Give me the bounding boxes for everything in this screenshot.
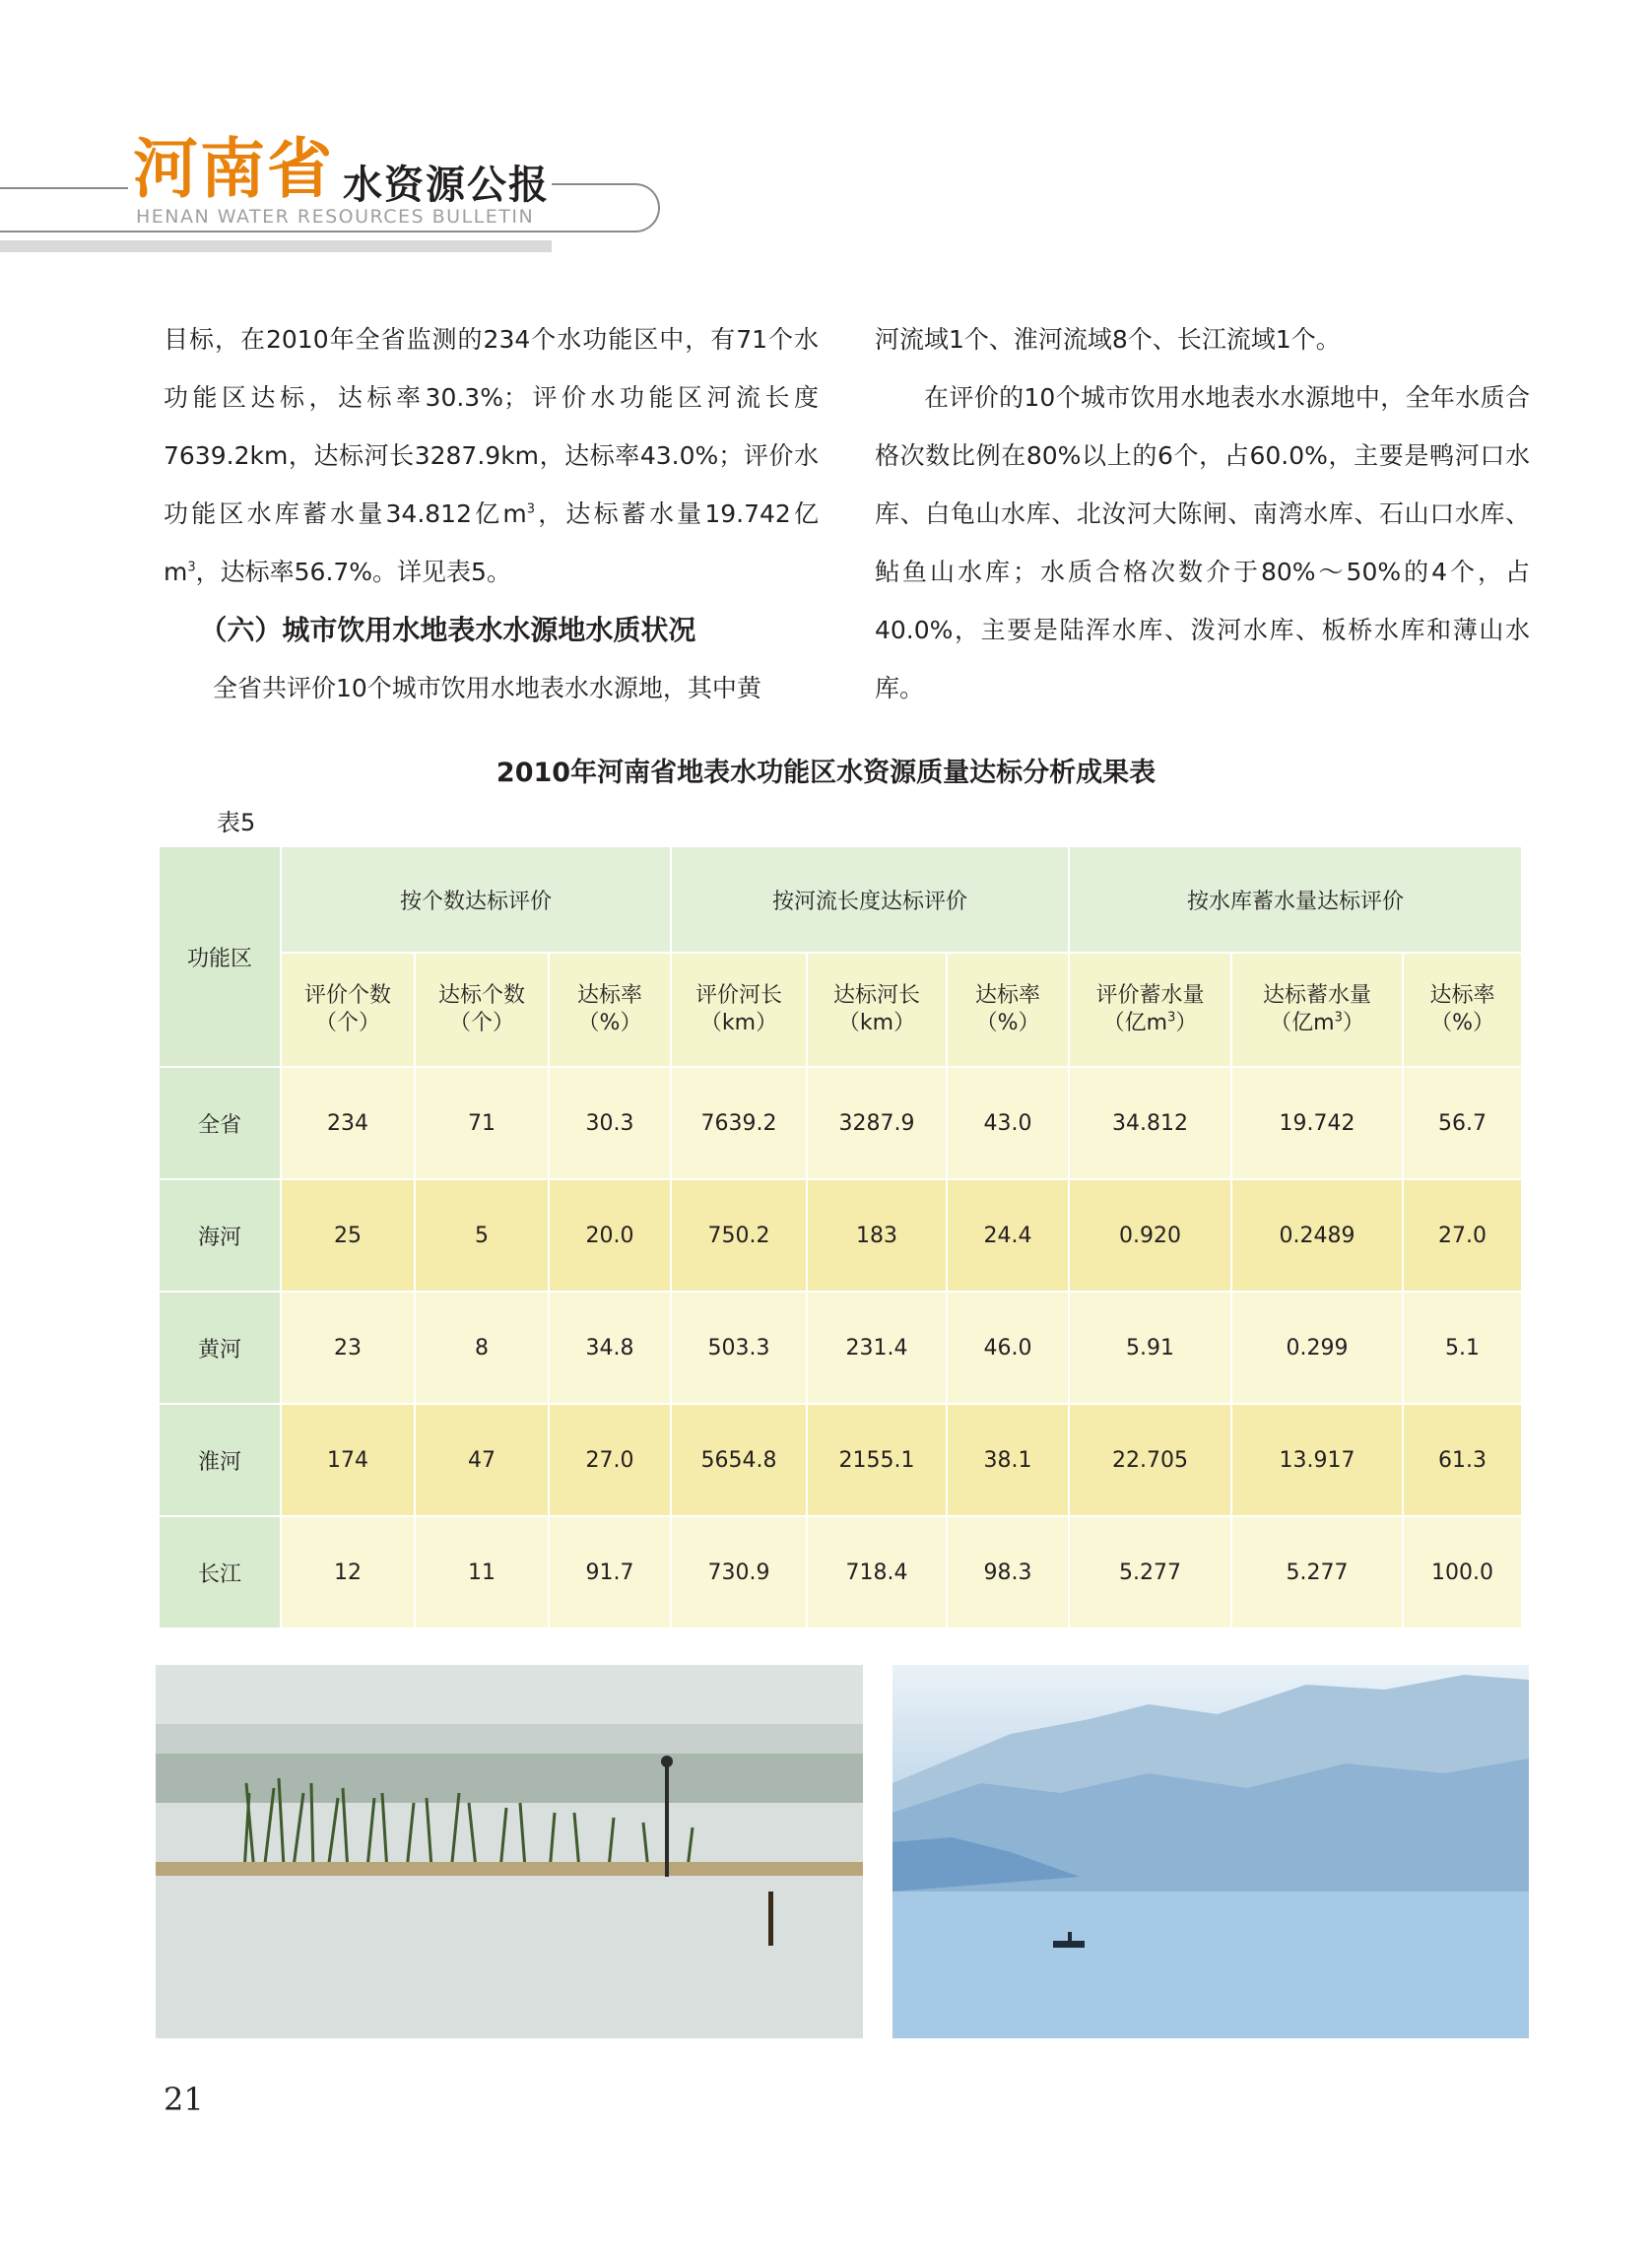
header-sub: 评价蓄水量 （亿$m^3$）	[1069, 953, 1231, 1067]
table-cell: 2155.1	[807, 1404, 947, 1516]
table-cell: 0.2489	[1231, 1179, 1403, 1292]
header-sub: 达标率 （%）	[1403, 953, 1522, 1067]
table-cell: 718.4	[807, 1516, 947, 1628]
table-cell: 234	[281, 1067, 415, 1179]
row-label: 海河	[159, 1179, 281, 1292]
table-cell: 27.0	[1403, 1179, 1522, 1292]
table-cell: 5.1	[1403, 1292, 1522, 1404]
row-label: 全省	[159, 1067, 281, 1179]
table-cell: 61.3	[1403, 1404, 1522, 1516]
table-cell: 22.705	[1069, 1404, 1231, 1516]
table-cell: 5.277	[1231, 1516, 1403, 1628]
header-cell-function: 功能区	[159, 846, 281, 1067]
table-row	[159, 1404, 1522, 1516]
header-group: 按个数达标评价	[281, 846, 671, 953]
table-cell: 174	[281, 1404, 415, 1516]
table-cell: 5.91	[1069, 1292, 1231, 1404]
body-column-right	[875, 310, 1530, 717]
header-rule-base	[0, 231, 552, 232]
table-cell: 183	[807, 1179, 947, 1292]
table-cell: 11	[415, 1516, 549, 1628]
header-sub: 评价个数 （个）	[281, 953, 415, 1067]
table-row	[159, 1067, 1522, 1179]
table-cell: 19.742	[1231, 1067, 1403, 1179]
header-subtitle: 水资源公报	[343, 162, 550, 208]
paragraph: 全省共评价10个城市饮用水地表水水源地，其中黄	[213, 674, 761, 702]
table-cell: 34.8	[549, 1292, 671, 1404]
table-row	[159, 1516, 1522, 1628]
table-row	[159, 1292, 1522, 1404]
table-cell: 34.812	[1069, 1067, 1231, 1179]
table-cell: 231.4	[807, 1292, 947, 1404]
header-sub: 达标率 （%）	[947, 953, 1069, 1067]
table-cell: 3287.9	[807, 1067, 947, 1179]
table-title: 2010年河南省地表水功能区水资源质量达标分析成果表	[496, 758, 1156, 788]
table-cell: 730.9	[671, 1516, 807, 1628]
header-sub: 达标个数 （个）	[415, 953, 549, 1067]
photo-misty-lake-boat-illustration	[892, 1665, 1529, 2038]
header-title: 河南省	[133, 130, 334, 207]
table-cell: 98.3	[947, 1516, 1069, 1628]
table-cell: 750.2	[671, 1179, 807, 1292]
paragraph: 目标，在2010年全省监测的234个水功能区中，有71个水功能区达标，达标率30.3%；评价水功能区河流长度7639.2km，达标河长3287.9km，达标率43.0%；评价水功能区水库蓄水量34.812亿$m^3$，达标蓄水量19.742亿$m^3$，达标率56.7%。详见表5。	[164, 325, 819, 586]
photo-misty-lake-boat	[892, 1665, 1529, 2038]
row-label: 淮河	[159, 1404, 281, 1516]
table-cell: 43.0	[947, 1067, 1069, 1179]
table-cell: 7639.2	[671, 1067, 807, 1179]
header-sub: 达标蓄水量 （亿$m^3$）	[1231, 953, 1403, 1067]
table-cell: 20.0	[549, 1179, 671, 1292]
table-cell: 8	[415, 1292, 549, 1404]
header-sub: 达标河长 （km）	[807, 953, 947, 1067]
row-label: 黄河	[159, 1292, 281, 1404]
table-cell: 503.3	[671, 1292, 807, 1404]
table-row	[159, 1179, 1522, 1292]
table-cell: 46.0	[947, 1292, 1069, 1404]
table-cell: 24.4	[947, 1179, 1069, 1292]
header-rule-left	[0, 187, 128, 189]
header-group: 按水库蓄水量达标评价	[1069, 846, 1522, 953]
header-sub: 评价河长 （km）	[671, 953, 807, 1067]
header-sub: 达标率 （%）	[549, 953, 671, 1067]
photo-reeds-lake-illustration	[156, 1665, 863, 2038]
table-cell: 71	[415, 1067, 549, 1179]
header-group: 按河流长度达标评价	[671, 846, 1069, 953]
table-cell: 5.277	[1069, 1516, 1231, 1628]
body-column-left	[164, 310, 819, 717]
photo-reeds-lake	[156, 1665, 863, 2038]
table-cell: 12	[281, 1516, 415, 1628]
table-cell: 13.917	[1231, 1404, 1403, 1516]
header-title-english: HENAN WATER RESOURCES BULLETIN	[136, 206, 535, 228]
header-rule-curve	[552, 183, 660, 232]
table-cell: 47	[415, 1404, 549, 1516]
row-label: 长江	[159, 1516, 281, 1628]
paragraph: 在评价的10个城市饮用水地表水水源地中，全年水质合格次数比例在80%以上的6个，占60.0%，主要是鸭河口水库、白龟山水库、北汝河大陈闸、南湾水库、石山口水库、鲇鱼山水库；水质合格次数介于80%～50%的4个，占40.0%，主要是陆浑水库、泼河水库、板桥水库和薄山水库。	[875, 383, 1530, 702]
page-number: 21	[164, 2081, 204, 2118]
table-cell: 91.7	[549, 1516, 671, 1628]
data-table	[158, 845, 1523, 1629]
table-cell: 30.3	[549, 1067, 671, 1179]
table-cell: 0.299	[1231, 1292, 1403, 1404]
table-cell: 100.0	[1403, 1516, 1522, 1628]
table-cell: 5	[415, 1179, 549, 1292]
header-band	[0, 240, 552, 252]
table-cell: 27.0	[549, 1404, 671, 1516]
table-cell: 38.1	[947, 1404, 1069, 1516]
section-heading: （六）城市饮用水地表水水源地水质状况	[199, 614, 696, 646]
table-cell: 56.7	[1403, 1067, 1522, 1179]
paragraph: 河流域1个、淮河流域8个、长江流域1个。	[875, 325, 1341, 354]
table-cell: 5654.8	[671, 1404, 807, 1516]
table-cell: 0.920	[1069, 1179, 1231, 1292]
table-cell: 25	[281, 1179, 415, 1292]
table-label: 表5	[217, 809, 256, 836]
table-cell: 23	[281, 1292, 415, 1404]
